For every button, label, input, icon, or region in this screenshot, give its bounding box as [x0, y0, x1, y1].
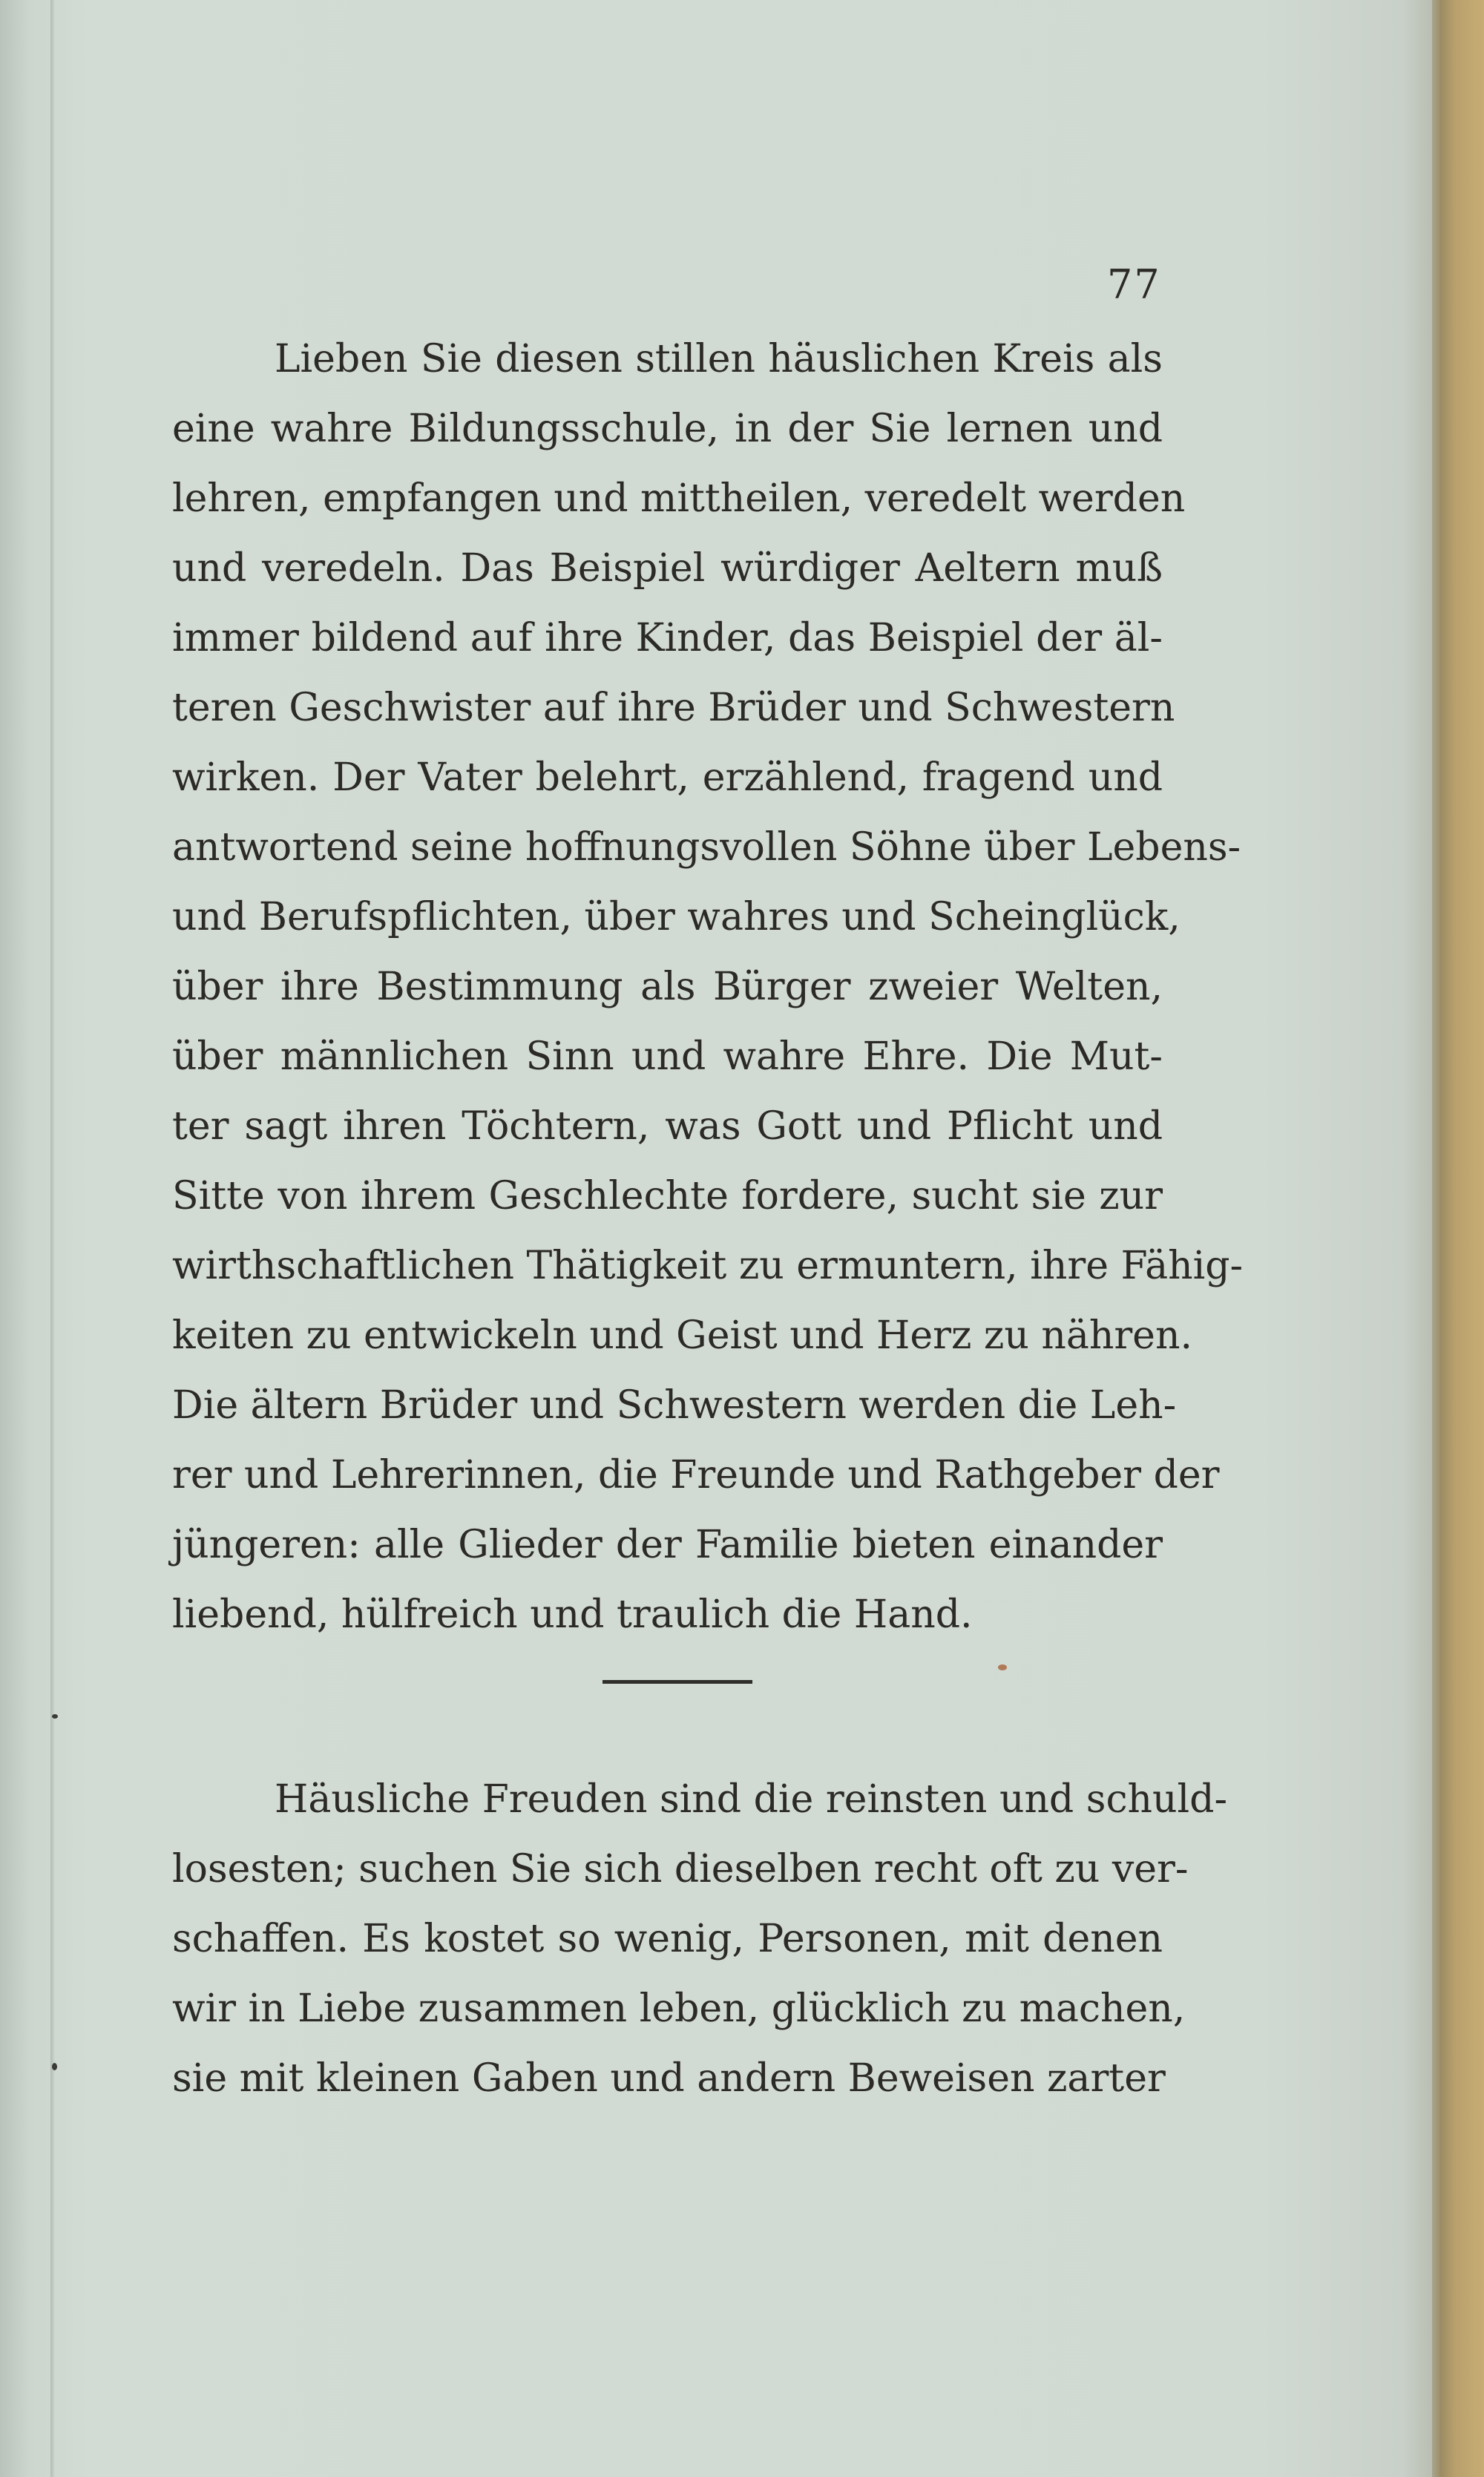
text-line: Die ältern Brüder und Schwestern werden die Leh-	[172, 1383, 1177, 1428]
text-line: eine wahre Bildungsschule, in der Sie lernen und	[172, 407, 1163, 451]
text-line: ter sagt ihren Töchtern, was Gott und Pflicht und	[172, 1104, 1163, 1149]
section-separator	[603, 1680, 752, 1684]
text-line: immer bildend auf ihre Kinder, das Beispiel der äl-	[172, 616, 1163, 660]
paper-speck	[52, 1714, 58, 1719]
text-line: antwortend seine hoffnungsvollen Söhne über Lebens-	[172, 825, 1241, 870]
text-line: jüngeren: alle Glieder der Familie bieten einander	[172, 1523, 1163, 1567]
text-line: über männlichen Sinn und wahre Ehre. Die Mut-	[172, 1034, 1163, 1079]
text-line: und Berufspflichten, über wahres und Scheinglück,	[172, 895, 1181, 939]
text-line: Häusliche Freuden sind die reinsten und schuld-	[275, 1777, 1228, 1822]
text-line: über ihre Bestimmung als Bürger zweier Welten,	[172, 965, 1163, 1009]
text-line: und veredeln. Das Beispiel würdiger Aeltern muß	[172, 546, 1163, 591]
page-edge	[1432, 0, 1484, 2477]
paper-speck	[52, 2063, 57, 2070]
text-line: rer und Lehrerinnen, die Freunde und Rathgeber der	[172, 1453, 1220, 1497]
gutter-shadow	[50, 0, 55, 2477]
text-line: sie mit kleinen Gaben und andern Beweisen zarter	[172, 2056, 1166, 2101]
text-line: losesten; suchen Sie sich dieselben recht oft zu ver-	[172, 1847, 1189, 1892]
text-line: liebend, hülfreich und traulich die Hand.	[172, 1592, 973, 1637]
text-line: Sitte von ihrem Geschlechte fordere, sucht sie zur	[172, 1174, 1163, 1218]
text-line: wirthschaftlichen Thätigkeit zu ermuntern, ihre Fähig-	[172, 1244, 1244, 1288]
paragraph-2	[172, 1765, 1228, 2113]
page-number: 77	[1107, 261, 1161, 308]
text-line: Lieben Sie diesen stillen häuslichen Kreis als	[275, 337, 1163, 381]
text-line: schaffen. Es kostet so wenig, Personen, mit denen	[172, 1917, 1163, 1961]
text-line: wirken. Der Vater belehrt, erzählend, fragend und	[172, 755, 1163, 800]
text-line: wir in Liebe zusammen leben, glücklich zu machen,	[172, 1986, 1186, 2031]
text-line: keiten zu entwickeln und Geist und Herz zu nähren.	[172, 1313, 1192, 1358]
paragraph-1	[172, 324, 1244, 1650]
paper-speck	[998, 1664, 1007, 1670]
text-line: lehren, empfangen und mittheilen, veredelt werden	[172, 476, 1186, 521]
text-line: teren Geschwister auf ihre Brüder und Schwestern	[172, 686, 1175, 730]
